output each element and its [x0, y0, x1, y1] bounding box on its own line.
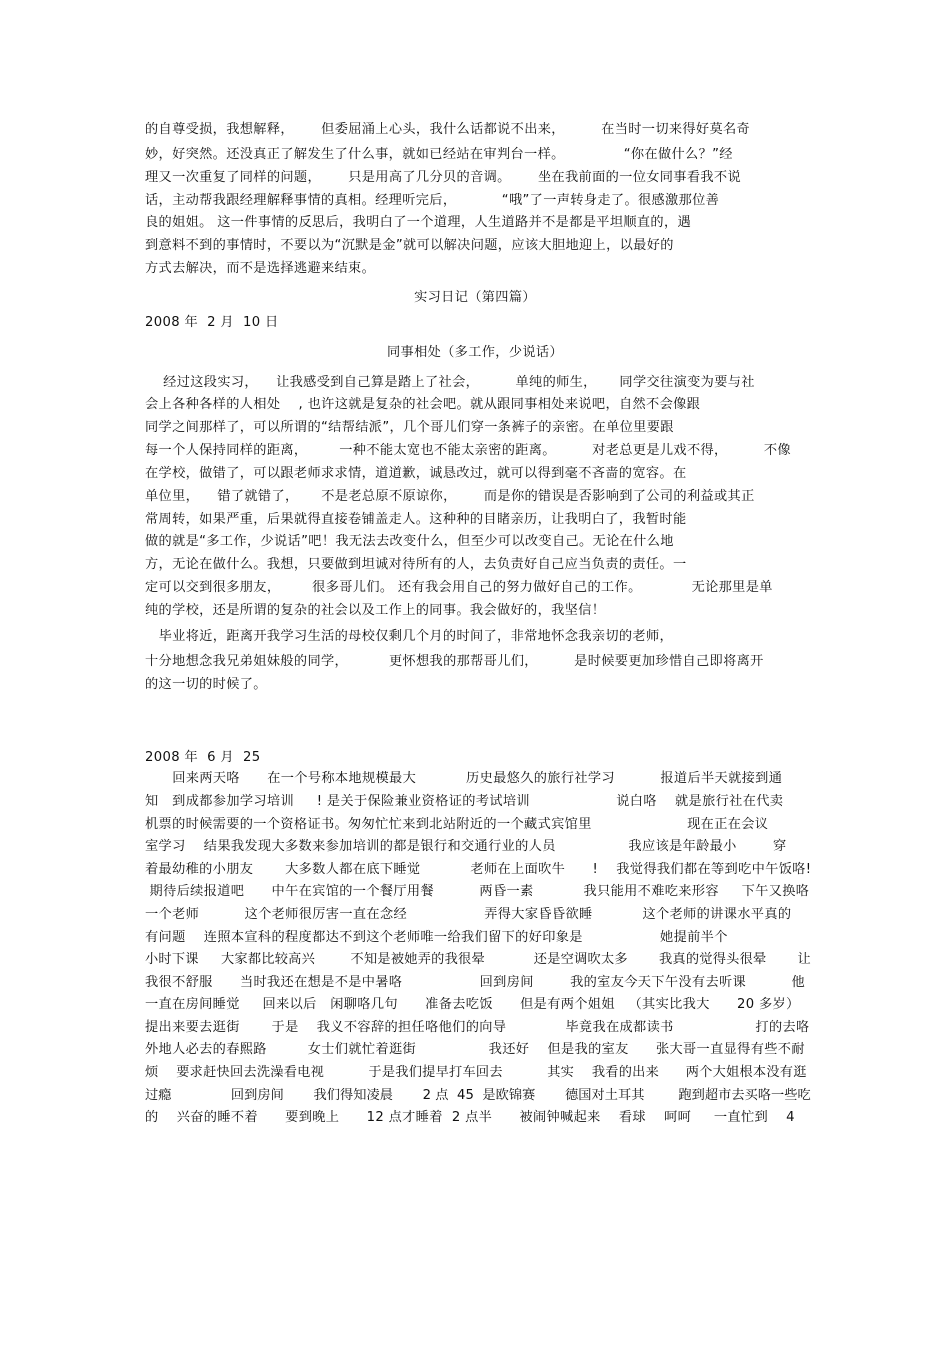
body-line: 我很不舒服 当时我还在想是不是中暑咯 回到房间 我的室友今天下午没有去听课 他	[145, 975, 806, 990]
body-line: 每一个人保持同样的距离， 一种不能太宽也不能太亲密的距离。 对老总更是儿戏不得， 不像	[145, 443, 791, 458]
entry-date: 2008 年 6 月 25	[145, 750, 261, 765]
body-line: 提出来要去逛街 于是 我义不容辞的担任咯他们的向导 毕竟我在成都读书 打的去咯	[145, 1020, 810, 1035]
body-line: 常周转，如果严重，后果就得直接卷铺盖走人。这种种的目睹亲历，让我明白了，我暂时能	[145, 512, 687, 527]
body-line: 在学校，做错了，可以跟老师求求情，道道歉，诚恳改过，就可以得到毫不吝啬的宽容。在	[145, 466, 687, 481]
body-line: 的 兴奋的睡不着 要到晚上 12 点才睡着 2 点半 被闹钟喊起来 看球 呵呵 一直忙到 4	[145, 1110, 795, 1125]
body-line: 同学之间那样了，可以所谓的“结帮结派”，几个哥儿们穿一条裤子的亲密。在单位里要跟	[145, 420, 674, 435]
paragraph-line: 良的姐姐。 这一件事情的反思后，我明白了一个道理，人生道路并不是都是平坦顺直的，遇	[145, 215, 692, 230]
entry-subtitle: 同事相处（多工作，少说话）	[387, 345, 563, 360]
body-line: 定可以交到很多朋友， 很多哥儿们。 还有我会用自己的努力做好自己的工作。 无论那里是单	[145, 580, 773, 595]
body-line: 做的就是“多工作，少说话”吧！我无法去改变什么，但至少可以改变自己。无论在什么地	[145, 534, 674, 549]
body-line: 经过这段实习， 让我感受到自己算是踏上了社会， 单纯的师生， 同学交往演变为要与社	[145, 375, 755, 390]
section-heading: 实习日记（第四篇）	[414, 290, 536, 305]
body-line: 期待后续报道吧 中午在宾馆的一个餐厅用餐 两昏一素 我只能用不难吃来形容 下午又换咯	[145, 884, 810, 899]
body-line: 着最幼稚的小朋友 大多数人都在底下睡觉 老师在上面吹牛 ! 我觉得我们都在等到吃中午饭咯!	[145, 862, 812, 877]
paragraph-line: 到意料不到的事情时，不要以为“沉默是金”就可以解决问题，应该大胆地迎上，以最好的	[145, 238, 674, 253]
body-line: 外地人必去的春熙路 女士们就忙着逛街 我还好 但是我的室友 张大哥一直显得有些不耐	[145, 1042, 805, 1057]
body-line: 回来两天咯 在一个号称本地规模最大 历史最悠久的旅行社学习 报道后半天就接到通	[145, 771, 783, 786]
paragraph-line: 的自尊受损，我想解释， 但委屈涌上心头，我什么话都说不出来， 在当时一切来得好莫名奇	[145, 122, 751, 137]
body-line: 毕业将近，距离开我学习生活的母校仅剩几个月的时间了，非常地怀念我亲切的老师，	[145, 629, 674, 644]
body-line: 有问题 连照本宣科的程度都达不到这个老师唯一给我们留下的好印象是 她提前半个	[145, 930, 728, 945]
body-line: 烦 要求赶快回去洗澡看电视 于是我们提早打车回去 其实 我看的出来 两个大姐根本没有逛	[145, 1065, 807, 1080]
body-line: 方，无论在做什么。我想，只要做到坦诚对待所有的人，去负责好自己应当负责的责任。一	[145, 557, 687, 572]
body-line: 室学习 结果我发现大多数来参加培训的都是银行和交通行业的人员 我应该是年龄最小 穿	[145, 839, 787, 854]
body-line: 纯的学校，还是所谓的复杂的社会以及工作上的同事。我会做好的，我坚信！	[145, 603, 606, 618]
paragraph-line: 话，主动帮我跟经理解释事情的真相。经理听完后， “哦”了一声转身走了。很感激那位善	[145, 193, 720, 208]
body-line: 十分地想念我兄弟姐妹般的同学， 更怀想我的那帮哥儿们， 是时候要更加珍惜自己即将离开	[145, 654, 764, 669]
body-line: 过瘾 回到房间 我们得知凌晨 2 点 45 是欧锦赛 德国对土耳其 跑到超市去买咯一些吃	[145, 1088, 811, 1103]
paragraph-line: 理又一次重复了同样的问题， 只是用高了几分贝的音调。 坐在我前面的一位女同事看我不说	[145, 170, 741, 185]
entry-date: 2008 年 2 月 10 日	[145, 315, 279, 330]
body-line: 机票的时候需要的一个资格证书。匆匆忙忙来到北站附近的一个藏式宾馆里 现在正在会议	[145, 817, 769, 832]
body-line: 小时下课 大家都比较高兴 不知是被她弄的我很晕 还是空调吹太多 我真的觉得头很晕 让	[145, 952, 811, 967]
body-line: 单位里， 错了就错了， 不是老总原不原谅你， 而是你的错误是否影响到了公司的利益或其正	[145, 489, 755, 504]
body-line: 的这一切的时候了。	[145, 677, 267, 692]
body-line: 一直在房间睡觉 回来以后 闲聊咯几句 准备去吃饭 但是有两个姐姐 （其实比我大 20 多岁）	[145, 997, 800, 1012]
paragraph-line: 方式去解决，而不是选择逃避来结束。	[145, 261, 376, 276]
body-line: 知 到成都参加学习培训 ! 是关于保险兼业资格证的考试培训 说白咯 就是旅行社在代卖	[145, 794, 784, 809]
paragraph-line: 妙，好突然。还没真正了解发生了什么事，就如已经站在审判台一样。 “你在做什么？”经	[145, 147, 733, 162]
body-line: 一个老师 这个老师很厉害一直在念经 弄得大家昏昏欲睡 这个老师的讲课水平真的	[145, 907, 792, 922]
body-line: 会上各种各样的人相处 , 也许这就是复杂的社会吧。就从跟同事相处来说吧，自然不会像跟	[145, 397, 701, 412]
